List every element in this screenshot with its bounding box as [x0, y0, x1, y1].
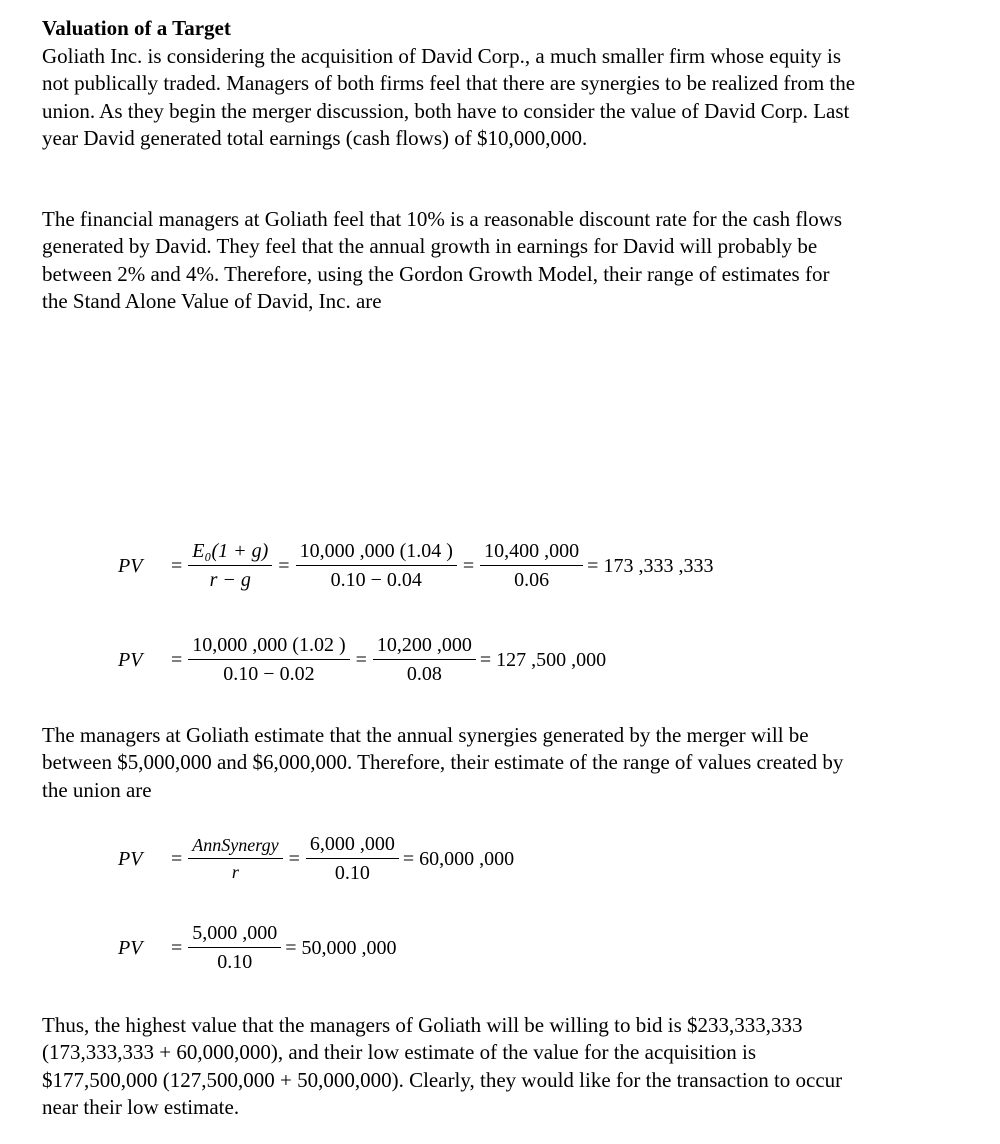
- paragraph-intro: [42, 43, 855, 152]
- fraction: [373, 634, 476, 686]
- numerator: E₀(1 + g): [188, 540, 272, 566]
- paragraph-synergies: [42, 722, 843, 804]
- text-line: not publically traded. Managers of both firms feel that there are synergies to be realized from the: [42, 71, 856, 96]
- text-line: generated by David. They feel that the annual growth in earnings for David will probably be: [42, 234, 818, 259]
- equation-gordon-high: [118, 540, 713, 592]
- text-line: between 2% and 4%. Therefore, using the Gordon Growth Model, their range of estimates for: [42, 261, 830, 286]
- denominator: 0.08: [406, 663, 442, 685]
- numerator: 6,000 ,000: [306, 833, 399, 859]
- numerator: 10,400 ,000: [480, 540, 583, 566]
- denominator: 0.06: [514, 569, 550, 591]
- eq-result: = 127 ,500 ,000: [479, 648, 607, 671]
- text-line: $177,500,000 (127,500,000 + 50,000,000). Clearly, they would like for the transaction to occur: [42, 1067, 843, 1092]
- paragraph-conclusion: [42, 1012, 842, 1121]
- numerator: 10,000 ,000 (1.02 ): [188, 634, 349, 660]
- numerator: AnnSynergy: [188, 835, 282, 859]
- eq-equals: =: [171, 847, 183, 870]
- eq-equals: =: [171, 554, 183, 577]
- denominator: 0.10: [217, 951, 253, 973]
- text-line: union. As they begin the merger discussion, both have to consider the value of David Corp. Last: [42, 98, 850, 123]
- eq-lhs: PV: [118, 847, 143, 870]
- eq-equals: =: [171, 648, 183, 671]
- text-line: between $5,000,000 and $6,000,000. Therefore, their estimate of the range of values created by: [42, 750, 844, 775]
- eq-lhs: PV: [118, 648, 143, 671]
- eq-result: = 50,000 ,000: [285, 936, 397, 959]
- text-line: The financial managers at Goliath feel that 10% is a reasonable discount rate for the cash flows: [42, 207, 843, 231]
- document-title: Valuation of a Target: [42, 16, 231, 40]
- text-line: the union are: [42, 777, 152, 802]
- numerator: 10,000 ,000 (1.04 ): [296, 540, 457, 566]
- eq-lhs: PV: [118, 554, 143, 577]
- eq-equals: =: [462, 554, 475, 577]
- fraction: [480, 540, 583, 592]
- denominator: 0.10: [334, 862, 370, 884]
- fraction: [188, 540, 272, 592]
- text-line: near their low estimate.: [42, 1094, 240, 1119]
- paragraph-discount-rate: [42, 206, 842, 315]
- text-line: Goliath Inc. is considering the acquisition of David Corp., a much smaller firm whose equity is: [42, 44, 842, 68]
- text-line: (173,333,333 + 60,000,000), and their low estimate of the value for the acquisition is: [42, 1040, 757, 1065]
- denominator: r: [231, 862, 239, 882]
- equation-synergy-low: [118, 922, 397, 974]
- fraction: [188, 634, 349, 686]
- numerator: 5,000 ,000: [188, 922, 281, 948]
- text-line: year David generated total earnings (cash flows) of $10,000,000.: [42, 125, 588, 150]
- eq-result: = 173 ,333 ,333: [587, 554, 714, 577]
- text-line: Thus, the highest value that the managers of Goliath will be willing to bid is $233,333,333: [42, 1013, 803, 1037]
- denominator: 0.10 − 0.04: [330, 569, 422, 591]
- eq-equals: =: [278, 554, 290, 577]
- fraction: [188, 835, 282, 883]
- denominator: r − g: [209, 569, 251, 591]
- equation-gordon-low: [118, 634, 606, 686]
- eq-equals: =: [171, 936, 183, 959]
- fraction: [306, 833, 399, 885]
- eq-lhs: PV: [118, 936, 143, 959]
- eq-equals: =: [288, 847, 300, 870]
- denominator: 0.10 − 0.02: [223, 663, 315, 685]
- numerator: 10,200 ,000: [373, 634, 476, 660]
- eq-result: = 60,000 ,000: [402, 847, 515, 870]
- text-line: The managers at Goliath estimate that the annual synergies generated by the merger will be: [42, 723, 809, 747]
- eq-equals: =: [355, 648, 367, 671]
- text-line: the Stand Alone Value of David, Inc. are: [42, 288, 382, 313]
- fraction: [296, 540, 457, 592]
- equation-synergy-high: [118, 833, 514, 885]
- fraction: [188, 922, 281, 974]
